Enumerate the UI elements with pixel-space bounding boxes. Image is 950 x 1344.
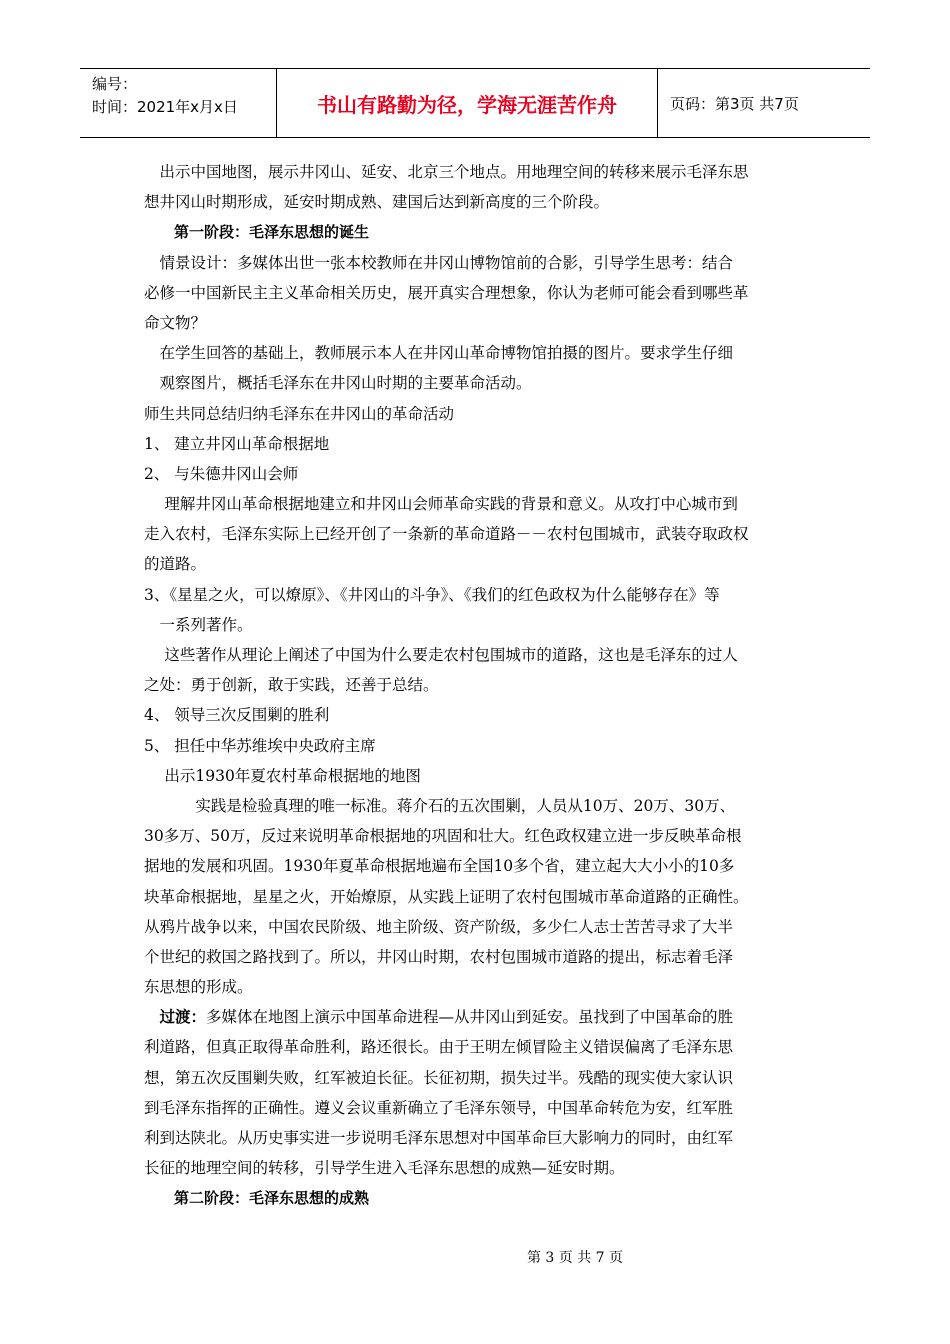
section-heading: 第一阶段：毛泽东思想的诞生 [144,223,370,242]
paragraph-line: 利道路，但真正取得革命胜利，路还很长。由于王明左倾冒险主义错误偏离了毛泽东思 [144,1038,734,1057]
list-item: 4、 领导三次反围剿的胜利 [144,706,330,725]
code-label: 编号： [92,75,138,93]
paragraph-line: 命文物？ [144,313,207,332]
paragraph-line: 观察图片，概括毛泽东在井冈山时期的主要革命活动。 [144,374,532,393]
paragraph-line: 块革命根据地，星星之火，开始燎原，从实践上证明了农村包围城市革命道路的正确性。 [144,887,749,906]
paragraph-line: 利到达陕北。从历史事实进一步说明毛泽东思想对中国革命巨大影响力的同时，由红军 [144,1129,734,1147]
paragraph-line: 走入农村，毛泽东实际上已经开创了一条新的革命道路－－农村包围城市，武装夺取政权 [144,525,749,544]
header-meta [80,69,277,137]
document-body [144,157,824,1214]
paragraph-line: 实践是检验真理的唯一标准。蒋介石的五次围剿，人员从10万、20万、30万、 [144,796,736,815]
section-heading: 第二阶段：毛泽东思想的成熟 [144,1189,370,1208]
paragraph-line: 想，第五次反围剿失败，红军被迫长征。长征初期，损失过半。残酷的现实使大家认识 [144,1068,734,1087]
list-item: 3、《星星之火，可以燎原》、《井冈山的斗争》、《我们的红色政权为什么能够存在》等 [144,585,720,604]
paragraph-line: 想井冈山时期形成，延安时期成熟、建国后达到新高度的三个阶段。 [144,193,610,212]
paragraph-line: 理解井冈山革命根据地建立和井冈山会师革命实践的背景和意义。从攻打中心城市到 [144,495,738,514]
paragraph-line: 据地的发展和巩固。1930年夏革命根据地遍布全国10多个省，建立起大大小小的10多 [144,857,735,876]
paragraph-line: 在学生回答的基础上，教师展示本人在井冈山革命博物馆拍摄的图片。要求学生仔细 [144,344,734,363]
paragraph-line: 长征的地理空间的转移，引导学生进入毛泽东思想的成熟—延安时期。 [144,1159,625,1178]
header-page-info: 页码：第3页 共7页 [670,94,799,113]
transition-text: 多媒体在地图上演示中国革命进程—从井冈山到延安。虽找到了中国革命的胜 [206,1008,734,1027]
paragraph-line [144,1002,824,1032]
paragraph-line: 情景设计：多媒体出世一张本校教师在井冈山博物馆前的合影，引导学生思考：结合 [144,253,734,272]
paragraph-line: 东思想的形成。 [144,978,253,997]
list-item: 1、 建立井冈山革命根据地 [144,434,330,453]
paragraph-line: 一系列著作。 [144,615,253,634]
page-footer: 第 3 页 共 7 页 [526,1250,624,1266]
paragraph-line: 到毛泽东指挥的正确性。遵义会议重新确立了毛泽东领导，中国革命转危为安，红军胜 [144,1098,734,1117]
indent [144,1008,160,1026]
date-label: 时间：2021年x月x日 [92,98,238,116]
paragraph-line: 的道路。 [144,555,207,574]
page-header [80,68,870,138]
paragraph-line: 从鸦片战争以来，中国农民阶级、地主阶级、资产阶级，多少仁人志士苦苦寻求了大半 [144,917,734,936]
list-item: 5、 担任中华苏维埃中央政府主席 [144,736,376,755]
list-item: 2、 与朱德井冈山会师 [144,464,299,483]
paragraph-line: 出示1930年夏农村革命根据地的地图 [144,766,421,785]
paragraph-line: 30多万、50万，反过来说明革命根据地的巩固和壮大。红色政权建立进一步反映革命根 [144,827,742,846]
transition-label: 过渡： [159,1008,207,1027]
paragraph-line: 之处：勇于创新，敢于实践，还善于总结。 [144,676,439,695]
paragraph-line: 这些著作从理论上阐述了中国为什么要走农村包围城市的道路，这也是毛泽东的过人 [144,646,738,664]
paragraph-line: 师生共同总结归纳毛泽东在井冈山的革命活动 [144,404,455,423]
paragraph-line: 个世纪的救国之路找到了。所以，井冈山时期，农村包围城市道路的提出，标志着毛泽 [144,947,734,966]
paragraph-line: 出示中国地图，展示井冈山、延安、北京三个地点。用地理空间的转移来展示毛泽东思 [144,163,749,181]
header-motto: 书山有路勤为径，学海无涯苦作舟 [277,69,658,137]
paragraph-line: 必修一中国新民主主义革命相关历史，展开真实合理想象，你认为老师可能会看到哪些革 [144,283,749,302]
